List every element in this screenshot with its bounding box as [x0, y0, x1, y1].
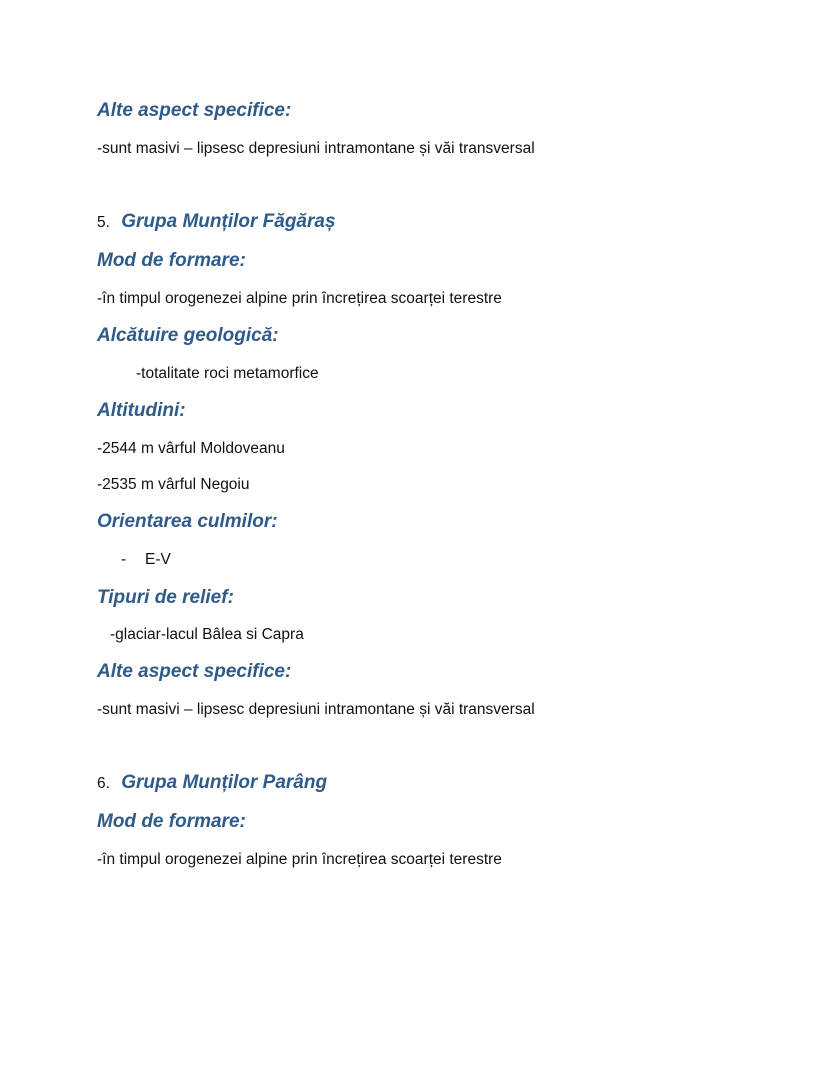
heading-alte-aspect-5: Alte aspect specifice:	[97, 661, 292, 682]
heading-tipuri-relief: Tipuri de relief:	[97, 587, 234, 608]
text-alcatuire: -totalitate roci metamorfice	[136, 365, 319, 382]
section-6-number: 6.	[97, 775, 110, 792]
altitudine-item: -2544 m vârful Moldoveanu	[97, 440, 285, 457]
heading-mod-formare: Mod de formare:	[97, 250, 246, 271]
heading-mod-formare-6: Mod de formare:	[97, 811, 246, 832]
heading-altitudini: Altitudini:	[97, 400, 186, 421]
section-5-heading	[97, 210, 336, 235]
orientare-text: E-V	[145, 551, 171, 568]
heading-alte-aspect: Alte aspect specifice:	[97, 100, 292, 121]
section-6-title: Grupa Munților Parâng	[121, 772, 328, 793]
section-5-title: Grupa Munților Făgăraș	[121, 211, 336, 232]
text-alte-aspect: -sunt masivi – lipsesc depresiuni intramontane și văi transversal	[97, 140, 535, 157]
altitudine-item: -2535 m vârful Negoiu	[97, 476, 250, 493]
text-mod-formare-6: -în timpul orogenezei alpine prin încrețirea scoarței terestre	[97, 851, 502, 868]
list-dash: -	[121, 551, 127, 568]
heading-alcatuire: Alcătuire geologică:	[97, 325, 279, 346]
text-mod-formare: -în timpul orogenezei alpine prin încrețirea scoarței terestre	[97, 290, 502, 307]
text-tipuri-relief: -glaciar-lacul Bâlea si Capra	[110, 626, 304, 643]
text-alte-aspect-5: -sunt masivi – lipsesc depresiuni intramontane și văi transversal	[97, 701, 535, 718]
heading-orientare: Orientarea culmilor:	[97, 511, 278, 532]
section-5-number: 5.	[97, 214, 110, 231]
section-6-heading	[97, 771, 327, 796]
orientare-item	[121, 550, 171, 570]
